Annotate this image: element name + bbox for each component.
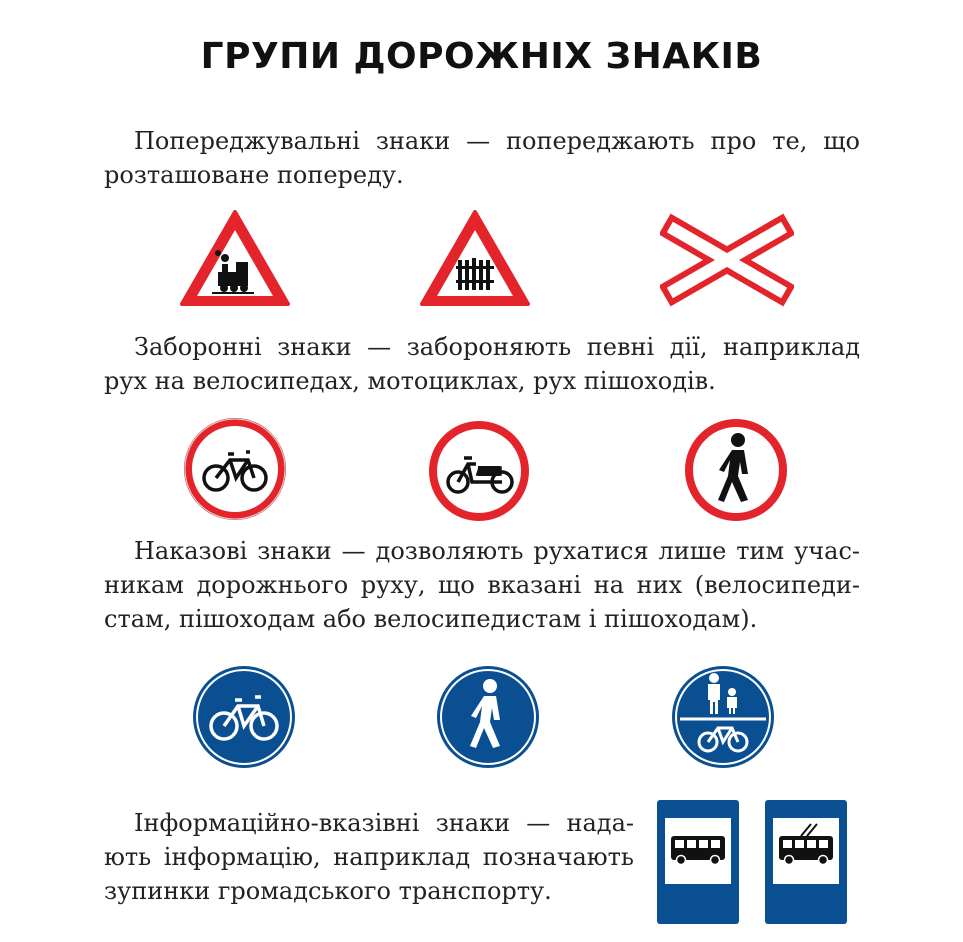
trolleybus-stop-icon: [765, 800, 847, 924]
informational-signs-description: [104, 806, 634, 908]
shared-pedestrian-bicycle-path-icon: [670, 664, 776, 770]
page-title: ГРУПИ ДОРОЖНІХ ЗНАКІВ: [200, 36, 763, 77]
pedestrian-path-icon: [435, 664, 541, 770]
railway-crossing-without-barrier-icon: [178, 208, 292, 308]
multi-track-railway-crossing-icon: [660, 212, 794, 308]
no-pedestrians-icon: [684, 418, 788, 522]
prohibitory-signs-description: [104, 330, 860, 398]
mandatory-signs-description: [104, 534, 860, 636]
text-line: Інформаційно-вказівні знаки — нада-: [134, 809, 634, 837]
text-line: стам, пішоходам або велосипедистам і пішоходам).: [104, 605, 758, 633]
text-line: зупинки громадського транспорту.: [104, 877, 552, 905]
text-line: ють інформацію, наприклад позначають: [104, 843, 634, 871]
bicycle-path-icon: [191, 664, 297, 770]
text-line: розташоване попереду.: [104, 161, 404, 189]
text-line: Наказові знаки — дозволяють рухатися лише тим учас-: [134, 537, 860, 565]
no-mopeds-icon: [428, 420, 530, 522]
railway-crossing-with-barrier-icon: [418, 208, 532, 308]
text-line: Заборонні знаки — забороняють певні дії, наприклад: [134, 333, 860, 361]
warning-signs-description: [104, 124, 860, 192]
bus-stop-icon: [657, 800, 739, 924]
no-bicycles-icon: [184, 418, 286, 520]
text-line: рух на велосипедах, мотоциклах, рух пішоходів.: [104, 367, 716, 395]
text-line: никам дорожнього руху, що вказані на них (велосипеди-: [104, 571, 860, 599]
text-line: Попереджувальні знаки — попереджають про те, що: [134, 127, 860, 155]
